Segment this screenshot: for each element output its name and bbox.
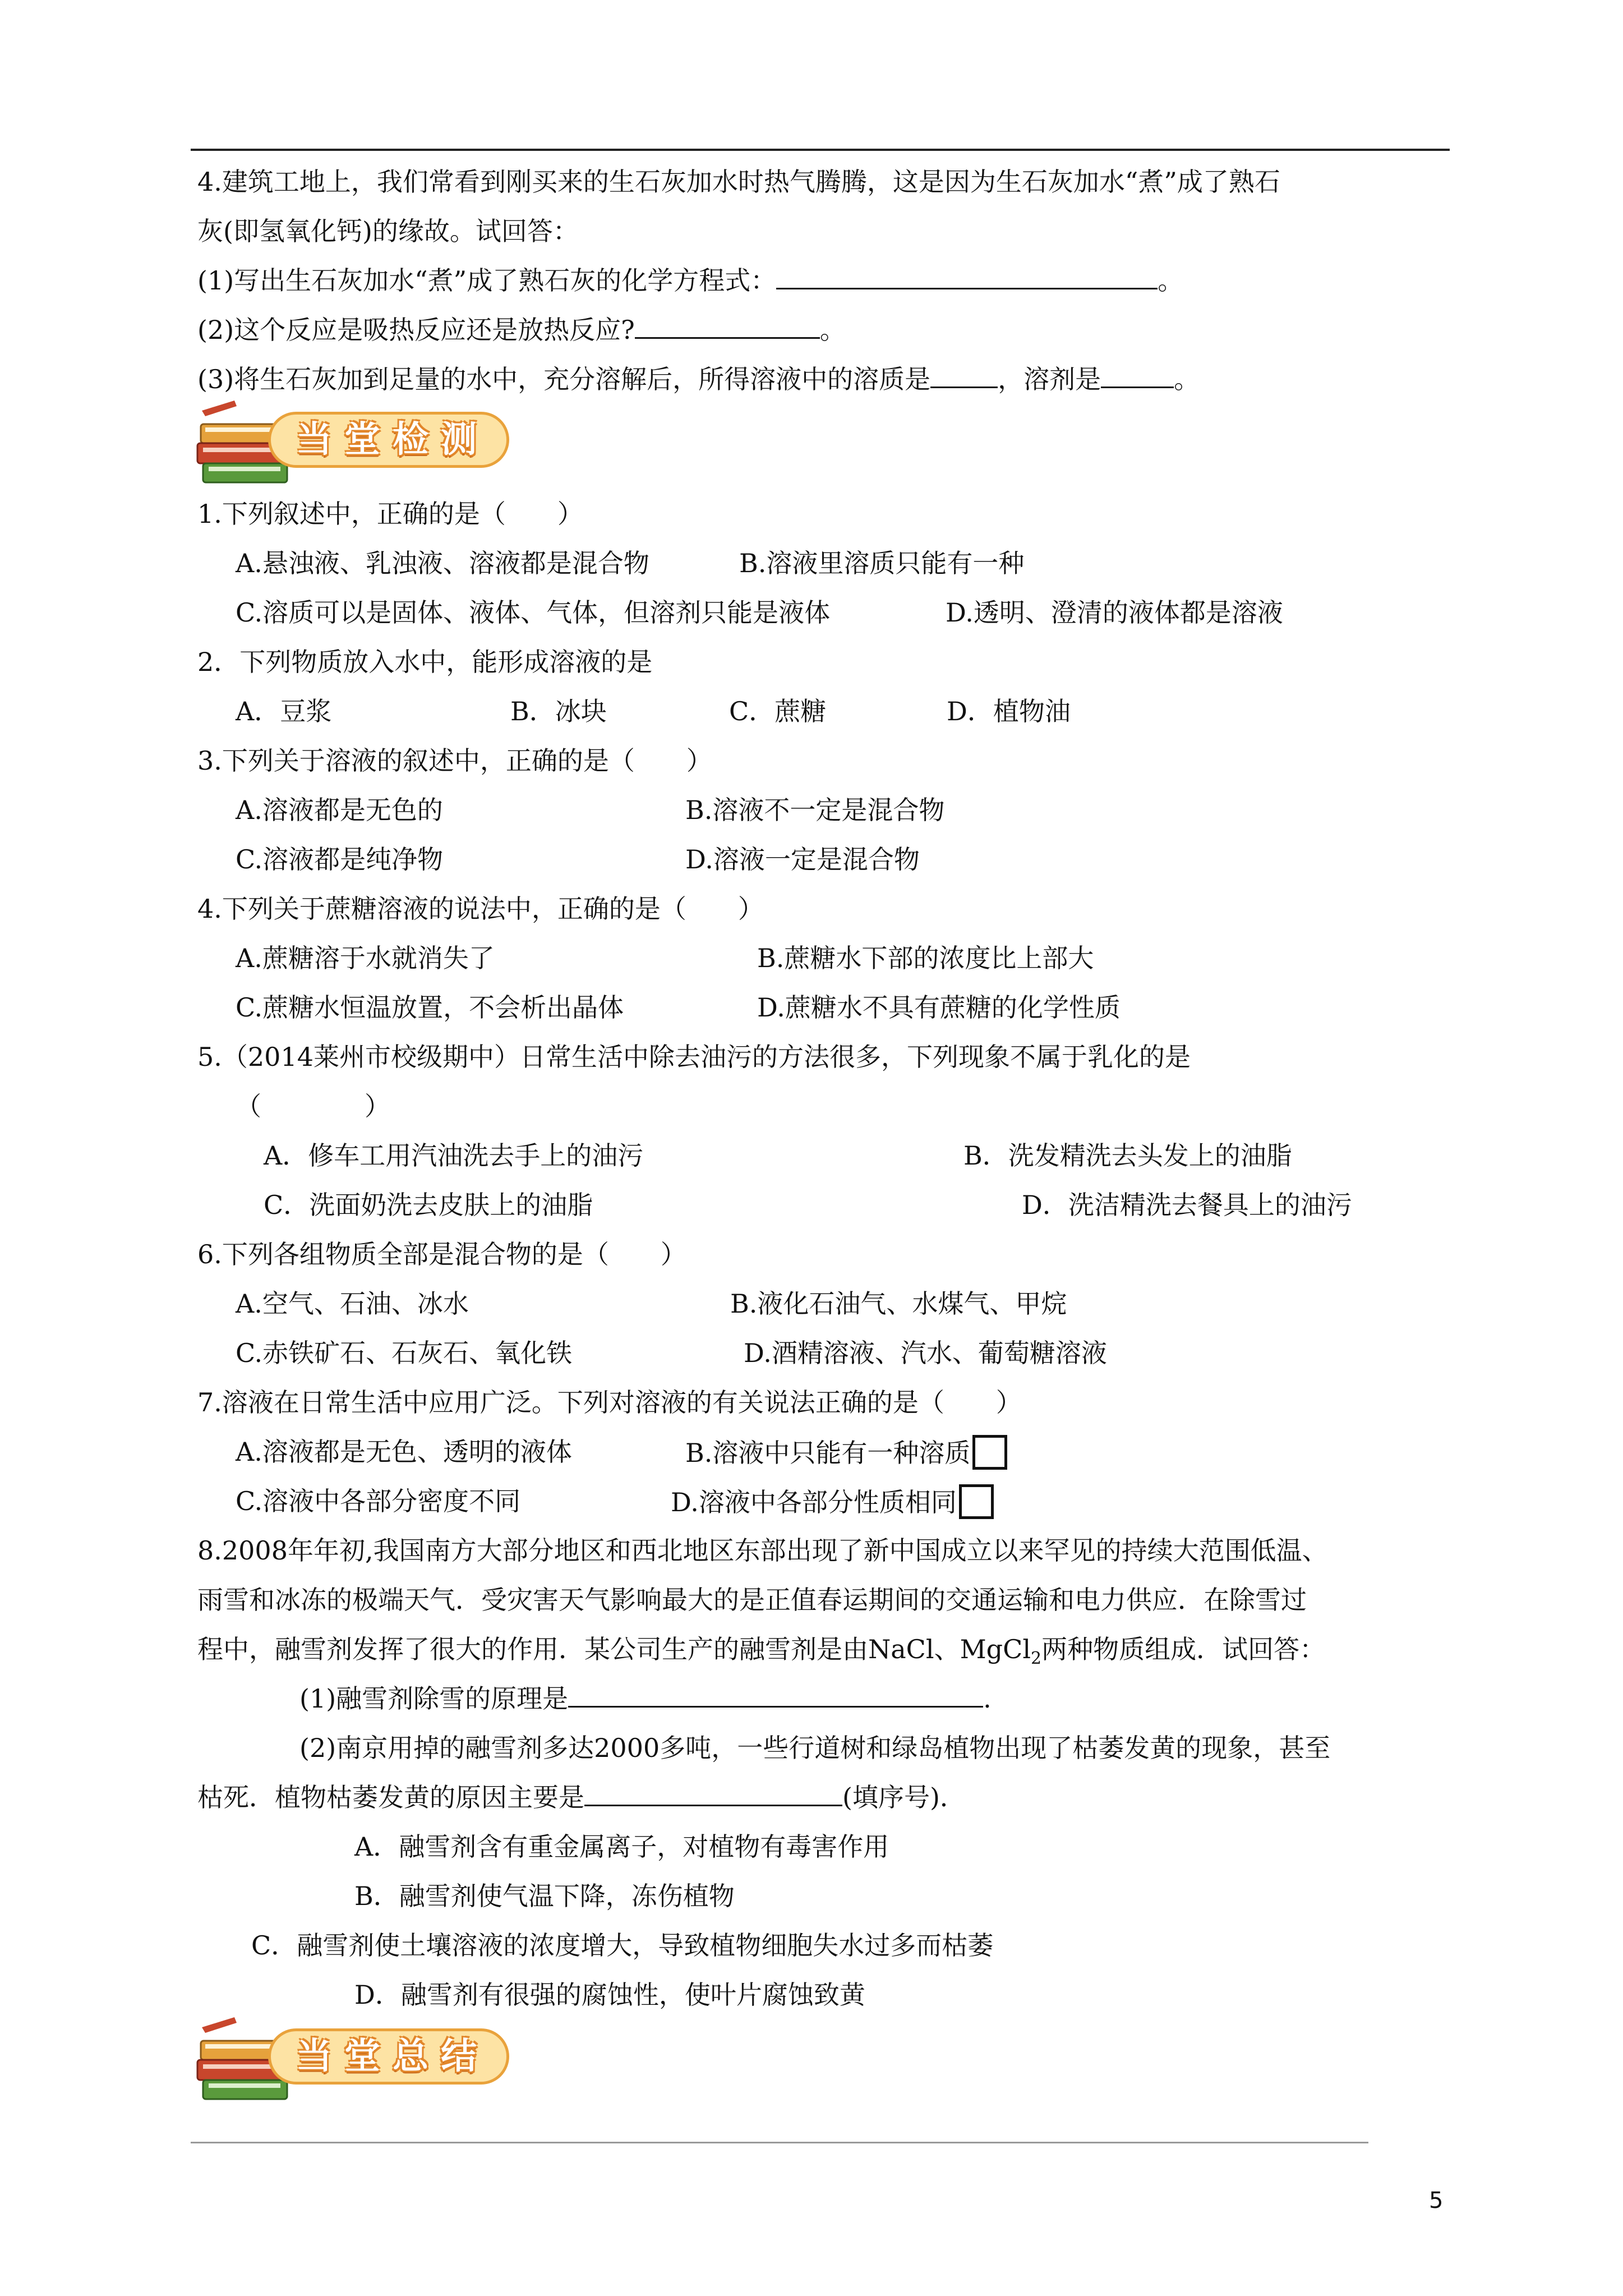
q8-line2: 雨雪和冰冻的极端天气．受灾害天气影响最大的是正值春运期间的交通运输和电力供应．在除雪过: [197, 1585, 1307, 1615]
q8-line3-text: 程中，融雪剂发挥了很大的作用．某公司生产的融雪剂是由NaCl、MgCl: [197, 1634, 1031, 1664]
q8-line3-text-end: 两种物质组成．试回答：: [1041, 1634, 1326, 1664]
q1-option-d[interactable]: D.透明、澄清的液体都是溶液: [946, 597, 1283, 628]
q4-intro-line1: 4.建筑工地上，我们常看到刚买来的生石灰加水时热气腾腾，这是因为生石灰加水“煮”成了熟石: [197, 167, 1280, 197]
section-title-summary: 当堂总结: [296, 2036, 489, 2077]
q7-stem: 7.溶液在日常生活中应用广泛。下列对溶液的有关说法正确的是（ ）: [197, 1387, 1022, 1418]
q5-answer-paren[interactable]: （ ）: [236, 1091, 390, 1121]
section-title-check: 当堂检测: [296, 419, 489, 461]
q7-option-b-text: B.溶液中只能有一种溶质: [685, 1438, 971, 1468]
q4-sub3-text-a: (3)将生石灰加到足量的水中，充分溶解后，所得溶液中的溶质是: [197, 364, 931, 394]
q8-subscript: 2: [1031, 1649, 1042, 1669]
q4-sub1-end: 。: [1158, 265, 1184, 296]
q8-option-b[interactable]: B．融雪剂使气温下降，冻伤植物: [354, 1881, 735, 1911]
q8-sub2-end: (填序号)．: [842, 1782, 966, 1812]
q8-sub1: [299, 1682, 992, 1715]
q1-stem: 1.下列叙述中，正确的是（ ）: [197, 499, 583, 529]
q4-sub2-blank[interactable]: [635, 315, 820, 339]
q5-option-d[interactable]: D．洗洁精洗去餐具上的油污: [1022, 1190, 1352, 1220]
section-banner-summary: [195, 2016, 532, 2106]
q6-option-b[interactable]: B.液化石油气、水煤气、甲烷: [730, 1289, 1067, 1319]
q1-option-b[interactable]: B.溶液里溶质只能有一种: [739, 548, 1025, 578]
q4-sub1-blank[interactable]: [776, 265, 1158, 289]
q7-option-b[interactable]: [685, 1435, 1007, 1470]
q3-option-c[interactable]: C.溶液都是纯净物: [236, 844, 444, 875]
q4-sub2-text: (2)这个反应是吸热反应还是放热反应?: [197, 315, 635, 345]
q1-option-a[interactable]: A.悬浊液、乳浊液、溶液都是混合物: [236, 548, 649, 578]
q2-option-c[interactable]: C．蔗糖: [729, 696, 827, 726]
q4-sub2: [197, 313, 846, 347]
q8-option-a[interactable]: A．融雪剂含有重金属离子，对植物有毒害作用: [354, 1832, 889, 1862]
q4-solvent-blank[interactable]: [1101, 364, 1174, 388]
q8-option-d[interactable]: D．融雪剂有很强的腐蚀性，使叶片腐蚀致黄: [354, 1980, 865, 2010]
q4-sub1: [197, 264, 1183, 297]
q2-option-a[interactable]: A．豆浆: [236, 696, 332, 726]
q3-option-d[interactable]: D.溶液一定是混合物: [685, 844, 920, 875]
q7-option-c[interactable]: C.溶液中各部分密度不同: [236, 1486, 521, 1516]
q5-option-b[interactable]: B．洗发精洗去头发上的油脂: [963, 1140, 1292, 1171]
q8-line3: [197, 1632, 1325, 1676]
q8-sub1-blank[interactable]: [568, 1683, 983, 1708]
q4-sub1-text: (1)写出生石灰加水“煮”成了熟石灰的化学方程式：: [197, 265, 777, 296]
q4-sub3: [197, 362, 1200, 396]
q5-option-c[interactable]: C．洗面奶洗去皮肤上的油脂: [264, 1190, 593, 1220]
q6-option-a[interactable]: A.空气、石油、冰水: [236, 1289, 469, 1319]
q4-option-c[interactable]: C.蔗糖水恒温放置，不会析出晶体: [236, 992, 624, 1023]
q5-stem: 5.（2014莱州市校级期中）日常生活中除去油污的方法很多，下列现象不属于乳化的是: [197, 1042, 1191, 1072]
q5-option-a[interactable]: A．修车工用汽油洗去手上的油污: [264, 1140, 644, 1171]
q1-option-c[interactable]: C.溶质可以是固体、液体、气体，但溶剂只能是液体: [236, 597, 831, 628]
q7-option-d[interactable]: [671, 1484, 994, 1519]
q6-option-c[interactable]: C.赤铁矿石、石灰石、氧化铁: [236, 1338, 573, 1368]
q7-answer-box-d[interactable]: [959, 1484, 994, 1519]
section-banner-check: [195, 399, 532, 489]
q4-option-d[interactable]: D.蔗糖水不具有蔗糖的化学性质: [757, 992, 1121, 1023]
q4-intro-line2: 灰(即氢氧化钙)的缘故。试回答：: [197, 216, 579, 246]
q8-line1: 8.2008年年初,我国南方大部分地区和西北地区东部出现了新中国成立以来罕见的持续大范围低温、: [197, 1535, 1328, 1566]
q7-answer-box-b[interactable]: [972, 1435, 1007, 1470]
q3-option-b[interactable]: B.溶液不一定是混合物: [685, 795, 945, 825]
q2-option-b[interactable]: B．冰块: [510, 696, 607, 726]
q8-option-c[interactable]: C．融雪剂使土壤溶液的浓度增大，导致植物细胞失水过多而枯萎: [251, 1930, 994, 1961]
q8-sub2-blank[interactable]: [584, 1782, 842, 1806]
q8-sub1-text: (1)融雪剂除雪的原理是: [299, 1683, 569, 1714]
q2-stem: 2．下列物质放入水中，能形成溶液的是: [197, 647, 653, 677]
q4-solute-blank[interactable]: [930, 364, 998, 388]
q4-option-a[interactable]: A.蔗糖溶于水就消失了: [236, 943, 495, 973]
q4-sub3-text-b: ，溶剂是: [998, 364, 1101, 394]
q6-option-d[interactable]: D.酒精溶液、汽水、葡萄糖溶液: [744, 1338, 1107, 1368]
q7-option-a[interactable]: A.溶液都是无色、透明的液体: [236, 1437, 572, 1467]
q4-stem: 4.下列关于蔗糖溶液的说法中，正确的是（ ）: [197, 894, 764, 924]
q8-sub1-end: .: [983, 1683, 992, 1714]
q3-stem: 3.下列关于溶液的叙述中，正确的是（ ）: [197, 746, 712, 776]
q4-option-b[interactable]: B.蔗糖水下部的浓度比上部大: [757, 943, 1094, 973]
page-number: 5: [1429, 2188, 1444, 2214]
header-rule: [191, 149, 1450, 151]
q6-stem: 6.下列各组物质全部是混合物的是（ ）: [197, 1239, 686, 1269]
q4-sub3-end: 。: [1174, 364, 1200, 394]
q3-option-a[interactable]: A.溶液都是无色的: [236, 795, 443, 825]
q4-sub2-end: 。: [819, 315, 846, 345]
q8-sub2-text: 枯死．植物枯萎发黄的原因主要是: [197, 1782, 584, 1812]
footer-rule: [191, 2142, 1368, 2143]
q2-option-d[interactable]: D．植物油: [947, 696, 1071, 726]
q8-sub2-line2: [197, 1780, 966, 1814]
q8-sub2-line1: (2)南京用掉的融雪剂多达2000多吨，一些行道树和绿岛植物出现了枯萎发黄的现象，甚至: [299, 1733, 1331, 1763]
q7-option-d-text: D.溶液中各部分性质相同: [671, 1487, 957, 1517]
